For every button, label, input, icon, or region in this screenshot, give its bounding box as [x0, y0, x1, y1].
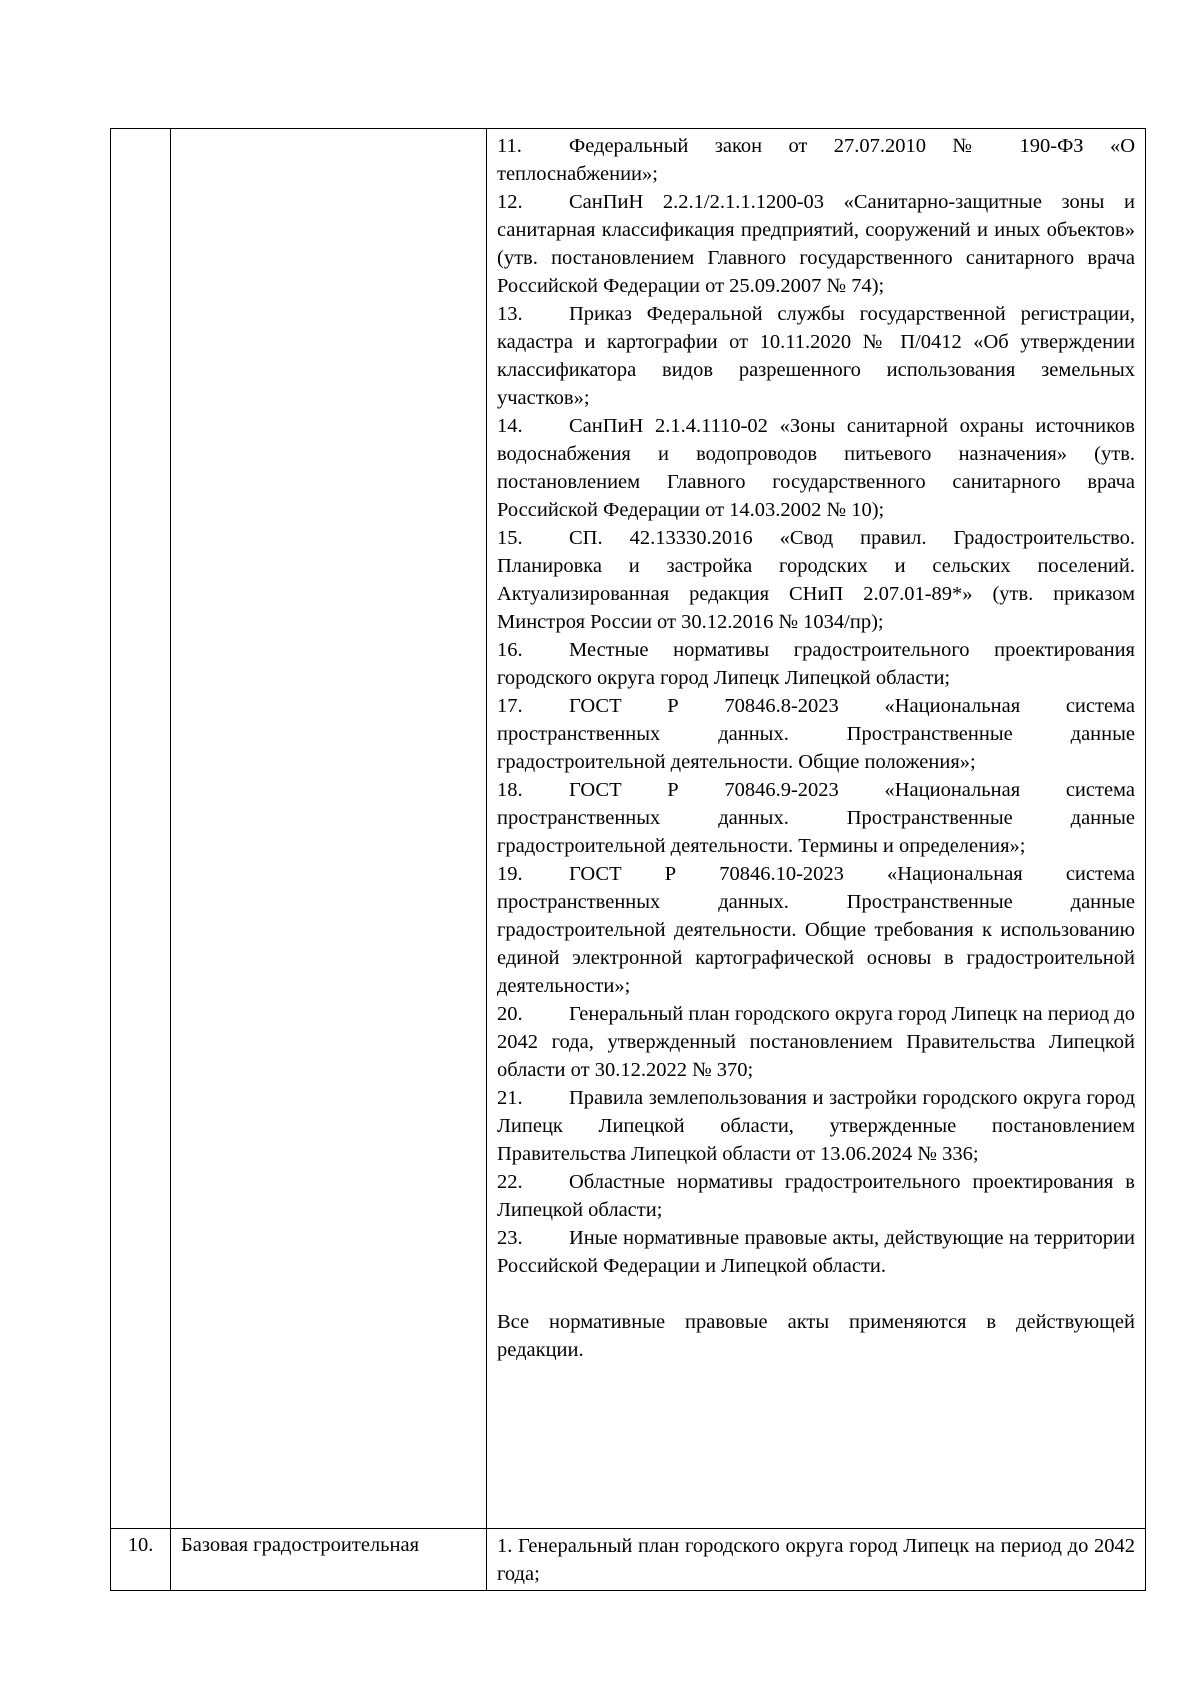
regulations-list-cell	[487, 129, 1146, 1529]
list-item: 22. Областные нормативы градостроительного проектирования в Липецкой области;	[497, 1171, 1135, 1221]
requirements-table	[110, 128, 1146, 1591]
list-item: 14. СанПиН 2.1.4.1110-02 «Зоны санитарной охраны источников водоснабжения и водопроводов питьевого назначения» (утв. постановлением Главного государственного санитарного врача Российской Федерации от 14.03.2002 № 10);	[497, 415, 1135, 521]
list-item: 16. Местные нормативы градостроительного проектирования городского округа город Липецк Липецкой области;	[497, 639, 1135, 689]
row-content: 1. Генеральный план городского округа город Липецк на период до 2042 года;	[497, 1535, 1135, 1585]
list-item: 20. Генеральный план городского округа город Липецк на период до 2042 года, утвержденный постановлением Правительства Липецкой области от 30.12.2022 № 370;	[497, 1003, 1135, 1081]
blank-line	[497, 1280, 1135, 1308]
table-row-continued	[111, 129, 1146, 1529]
applicability-note: Все нормативные правовые акты применяются в действующей редакции.	[497, 1311, 1135, 1361]
list-item: 17. ГОСТ Р 70846.8-2023 «Национальная система пространственных данных. Пространственные данные градостроительной деятельности. Общие положения»;	[497, 695, 1135, 773]
list-item: 12. СанПиН 2.2.1/2.1.1.1200-03 «Санитарно-защитные зоны и санитарная классификация предприятий, сооружений и иных объектов» (утв. постановлением Главного государственного санитарного врача Российской Федерации от 25.09.2007 № 74);	[497, 191, 1135, 297]
row-content-cell	[487, 1529, 1146, 1591]
list-item: 23. Иные нормативные правовые акты, действующие на территории Российской Федерации и Липецкой области.	[497, 1227, 1135, 1277]
row-name-cell-empty	[171, 129, 487, 1529]
row-number: 10.	[111, 1529, 171, 1591]
list-item: 21. Правила землепользования и застройки городского округа город Липецк Липецкой области, утвержденные постановлением Правительства Липецкой области от 13.06.2024 № 336;	[497, 1087, 1135, 1165]
list-item: 19. ГОСТ Р 70846.10-2023 «Национальная система пространственных данных. Пространственные данные градостроительной деятельности. Общие требования к использованию единой электронной картографической основы в градостроительной деятельности»;	[497, 863, 1135, 997]
list-item: 15. СП. 42.13330.2016 «Свод правил. Градостроительство. Планировка и застройка городских и сельских поселений. Актуализированная редакция СНиП 2.07.01-89*» (утв. приказом Минстроя России от 30.12.2016 № 1034/пр);	[497, 527, 1135, 633]
table-row-10	[111, 1529, 1146, 1591]
list-item: 18. ГОСТ Р 70846.9-2023 «Национальная система пространственных данных. Пространственные данные градостроительной деятельности. Термины и определения»;	[497, 779, 1135, 857]
list-item: 11. Федеральный закон от 27.07.2010 № 190-ФЗ «О теплоснабжении»;	[497, 135, 1135, 185]
list-item: 13. Приказ Федеральной службы государственной регистрации, кадастра и картографии от 10.11.2020 № П/0412 «Об утверждении классификатора видов разрешенного использования земельных участков»;	[497, 303, 1135, 409]
row-name: Базовая градостроительная	[171, 1529, 487, 1591]
regulations-list	[497, 132, 1135, 1280]
row-number-cell-empty	[111, 129, 171, 1529]
